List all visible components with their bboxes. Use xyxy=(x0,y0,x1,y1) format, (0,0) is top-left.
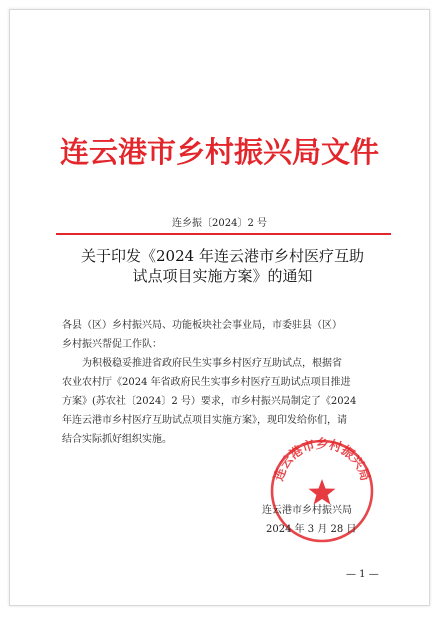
signature-organization: 连云港市乡村振兴局 xyxy=(262,505,352,516)
document-page xyxy=(9,9,430,606)
addressee-line-1: 各县（区）乡村振兴局、功能板块社会事业局，市委驻县（区） xyxy=(62,320,342,331)
svg-text:连云港市乡村振兴局 xyxy=(271,436,374,483)
seal-text: 连云港市乡村振兴局 xyxy=(270,436,374,483)
body-line-5: 结合实际抓好组织实施。 xyxy=(62,434,172,445)
title-line-2: 试点项目实施方案》的通知 xyxy=(132,267,313,285)
body-line-2: 农业农村厅《2024 年省政府民生实事乡村医疗互助试点项目推进 xyxy=(62,377,351,388)
document-number: 连乡振〔2024〕2 号 xyxy=(172,218,267,229)
body-line-1: 为积极稳妥推进省政府民生实事乡村医疗互助试点，根据省 xyxy=(82,358,342,369)
body-line-4: 年连云港市乡村医疗互助试点项目实施方案》，现印发给你们，请 xyxy=(62,415,347,426)
red-divider-line xyxy=(56,233,391,235)
addressee-line-2: 乡村振兴帮促工作队： xyxy=(62,339,162,350)
page-number: — 1 — xyxy=(346,569,379,580)
title-line-1: 关于印发《2024 年连云港市乡村医疗互助 xyxy=(81,247,364,265)
document-body xyxy=(62,316,397,449)
document-title xyxy=(60,246,385,286)
signature-date: 2024 年 3 月 28 日 xyxy=(266,524,357,535)
body-line-3: 方案》(苏农社〔2024〕2 号）要求，市乡村振兴局制定了《2024 xyxy=(62,396,357,407)
document-header: 连云港市乡村振兴局文件 xyxy=(59,135,379,169)
